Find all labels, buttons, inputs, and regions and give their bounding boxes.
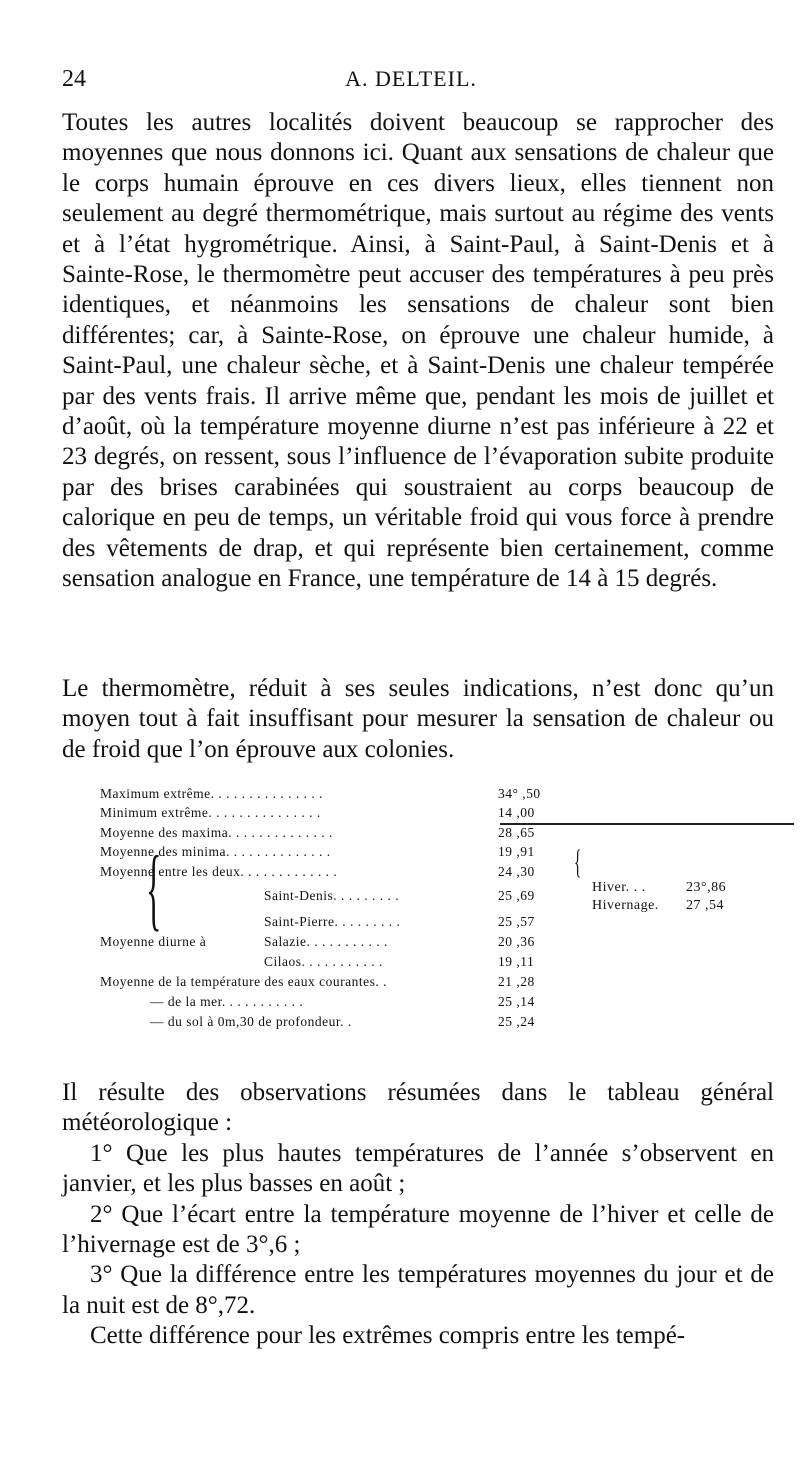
row-label: Salazie. . . . . . . . . . . [264,934,388,949]
row-value: 25 ,14 [498,994,535,1009]
row-value: 19 ,91 [498,844,535,859]
row-value: 20 ,36 [498,934,535,949]
list-item: 1° Que les plus hautes températures de l’année s’observent en janvier, et les plus basses en août ; [62,1139,774,1198]
side-note-hivernage [592,898,724,914]
row-label: Maximum extrême. . . . . . . . . . . . . . . [100,786,323,801]
row-value: 34° ,50 [498,786,541,801]
list-item: 2° Que l’écart entre la température moyenne de l’hiver et celle de l’hivernage est de 3°,6 ; [62,1200,774,1259]
row-label: — de la mer. . . . . . . . . . . [150,994,304,1009]
side-note-hiver [592,880,727,896]
row-value: 25 ,69 [498,888,535,903]
left-brace: { [146,837,162,939]
row-label: Saint-Denis. . . . . . . . . [264,888,400,903]
row-value: 21 ,28 [498,974,535,989]
row-value: 19 ,11 [498,954,535,969]
row-label: Cilaos. . . . . . . . . . . [264,954,383,969]
row-label: Moyenne des minima. . . . . . . . . . . . . . [100,844,331,859]
row-label: Moyenne de la température des eaux courantes. . [100,974,388,989]
paragraph-thermometre: Le thermomètre, réduit à ses seules indications, n’est donc qu’un moyen tout à fait insuffisant pour mesurer la sensation de chaleur ou de froid que l’on éprouve aux colonies. [62,675,774,763]
row-label: Moyenne entre les deux. . . . . . . . . . . . . [100,864,338,879]
row-value: 14 ,00 [498,805,535,820]
row-value: 24 ,30 [498,864,535,879]
row-label: Minimum extrême. . . . . . . . . . . . . . . [100,805,321,820]
paragraph-intro: Il résulte des observations résumées dans le tableau général météorologique : [62,1079,774,1137]
page-header [62,66,760,96]
row-label: Saint-Pierre. . . . . . . . . [264,914,401,929]
right-brace: { [574,844,582,881]
side-note-value: 23°,86 [686,880,727,895]
paragraph-localites: Toutes les autres localités doivent beaucoup se rapprocher des moyennes que nous donnons ici. Quant aux sensations de chaleur que le corps humain éprouve en ces divers lieux, elles tiennent non seulement au degré thermométrique, mais surtout au régime des vents et à l’état hygrométrique. Ainsi, à Saint-Paul, à Saint-Denis et à Sainte-Rose, le thermomètre peut accuser des températures à peu près identiques, et néanmoins les sensations de chaleur sont bien différentes; car, à Sainte-Rose, on éprouve une chaleur humide, à Saint-Paul, une chaleur sèche, et à Saint-Denis une chaleur tempérée par des vents frais. Il arrive même que, pendant les mois de juillet et d’août, où la température moyenne diurne n’est pas inférieure à 22 et 23 degrés, on ressent, sous l’influence de l’évaporation subite produite par des brises carabinées qui soustraient au corps beaucoup de calorique en peu de temps, un véritable froid qui vous force à prendre des vêtements de drap, et qui représente bien certainement, comme sensation analogue en France, une température de 14 à 15 degrés. [62,109,774,593]
row-value: 28 ,65 [498,825,535,840]
page-number: 24 [62,66,86,92]
table-rule [500,823,794,825]
row-label: Moyenne des maxima. . . . . . . . . . . . . . [100,825,333,840]
row-label: — du sol à 0m,30 de profondeur. . [150,1014,352,1029]
row-value: 25 ,57 [498,914,535,929]
side-note-label: Hiver. . . [592,880,646,895]
paragraph-resultats [62,1078,774,1352]
list-item: Cette différence pour les extrêmes compris entre les tempé- [90,1322,686,1350]
running-title: A. DELTEIL. [345,66,477,91]
group-label: Moyenne diurne à [100,934,207,949]
row-value: 25 ,24 [498,1014,535,1029]
side-note-label: Hivernage. [592,898,659,913]
side-note-value: 27 ,54 [686,898,724,913]
list-item: 3° Que la différence entre les températures moyennes du jour et de la nuit est de 8°,72. [62,1261,774,1319]
